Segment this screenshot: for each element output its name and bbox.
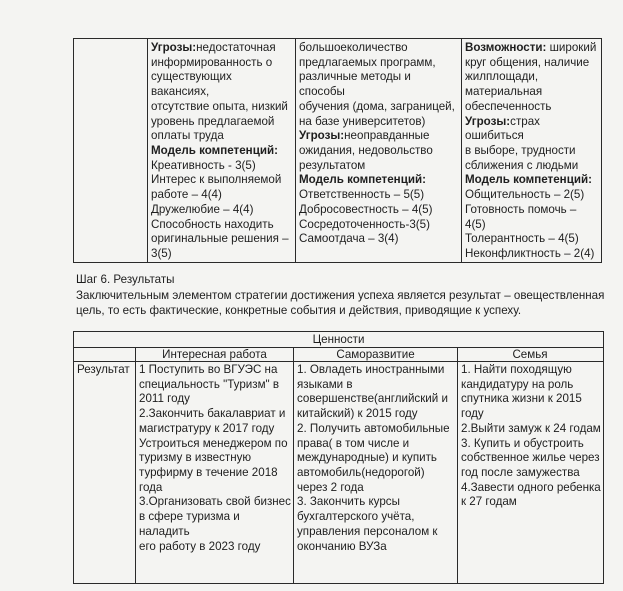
work-column-cell [151, 41, 293, 262]
results-table [73, 331, 604, 584]
cell-text: Сосредоточенность-3(5) [299, 217, 430, 231]
cell-line: совершенстве(английский и [297, 392, 448, 406]
column-divider [461, 39, 462, 262]
cell-line [299, 70, 459, 99]
paragraph-line: Заключительным элементом стратегии достижения успеха является результат – овеществленная [76, 289, 605, 302]
cell-line: кандидатуру на роль [461, 377, 574, 391]
cell-line: его работу в 2023 году [139, 539, 261, 553]
cell-line [465, 173, 599, 188]
cell-text: на базе университетов) [299, 114, 426, 128]
cell-text: Самоотдача – 3(4) [299, 232, 399, 246]
cell-line: специальность "Туризм" в [139, 377, 280, 391]
cell-line: в сфере туризма и наладить [139, 510, 240, 538]
cell-text: обучения (дома, заграницей, [299, 99, 455, 113]
cell-line [299, 232, 459, 247]
cell-line: бухгалтерского учёта, [297, 510, 415, 524]
cell-line [151, 70, 293, 99]
cell-label: Угрозы: [299, 129, 345, 143]
cell-text: 4(5) [465, 217, 486, 231]
cell-line [465, 188, 599, 203]
cell-line [151, 129, 293, 144]
cell-line [299, 115, 459, 130]
cell-text: предлагаемых программ, [299, 55, 436, 69]
cell-label: Модель компетенций: [151, 144, 278, 158]
cell-line: 1. Найти походящую [461, 363, 572, 376]
cell-line: спутника жизни к 2015 [461, 392, 582, 406]
cell-line: года [139, 480, 163, 494]
cell-line [151, 100, 293, 115]
swot-table [73, 38, 602, 263]
cell-text: отсутствие опыта, низкий [151, 99, 288, 113]
cell-line: 1. Овладеть иностранными [297, 363, 445, 376]
cell-text: страх ошибиться [465, 114, 540, 143]
cell-label: Модель компетенций: [299, 173, 426, 187]
cell-line: 2. Получить автомобильные [297, 421, 450, 435]
cell-line [299, 41, 459, 56]
cell-line [151, 232, 293, 247]
cell-line [299, 203, 459, 218]
cell-text: оригинальные решения – [151, 232, 289, 246]
self-development-goals-cell [297, 363, 455, 554]
cell-line: собственное жилье через [461, 451, 600, 465]
cell-line: год после замужества [461, 466, 580, 480]
cell-text: ожидания, недовольство [299, 144, 433, 158]
family-goals-cell [461, 363, 601, 510]
cell-line [299, 159, 459, 174]
cell-text: результатом [299, 158, 366, 172]
cell-line [151, 56, 293, 71]
column-divider [457, 347, 458, 583]
cell-text: Ответственность – 5(5) [299, 188, 425, 202]
cell-line [465, 218, 599, 233]
cell-text: недостаточная [196, 41, 276, 54]
cell-line [299, 188, 459, 203]
cell-line [465, 70, 599, 85]
self-development-column-cell [299, 41, 459, 247]
cell-label: Возможности: [465, 41, 547, 54]
cell-text: уровень предлагаемой [151, 114, 275, 128]
cell-line [151, 218, 293, 233]
cell-text: 3(5) [151, 247, 172, 261]
cell-text: работе – 4(4) [151, 188, 222, 202]
cell-text: жилплощади, [465, 70, 539, 84]
cell-line: 4.Завести одного ребенка [461, 480, 601, 494]
cell-line: языками в [297, 377, 353, 391]
cell-line: 3. Купить и обустроить [461, 436, 584, 450]
cell-text: обеспеченность [465, 99, 552, 113]
cell-line [465, 203, 599, 218]
values-header: Ценности [312, 333, 365, 346]
work-goals-cell [139, 363, 291, 554]
cell-line: 2011 году [139, 392, 190, 406]
step-heading: Шаг 6. Результаты [76, 273, 175, 286]
cell-line [465, 232, 599, 247]
cell-text: Неконфликтность – 2(4) [465, 247, 595, 261]
cell-line [151, 247, 293, 262]
cell-line: 3. Закончить курсы [297, 495, 400, 509]
paragraph-line: цель, то есть фактические, конкретные события и действия, приводящие к успеху. [76, 304, 522, 317]
column-divider [147, 39, 148, 262]
cell-line [299, 56, 459, 71]
cell-line [151, 115, 293, 130]
cell-line: году [461, 407, 484, 421]
cell-line: права( в том числе и [297, 436, 410, 450]
cell-text: Общительность – 2(5) [465, 188, 585, 202]
cell-line [151, 203, 293, 218]
cell-label: Угрозы: [151, 41, 197, 54]
cell-line [465, 144, 599, 159]
cell-text: круг общения, наличие [465, 55, 590, 69]
cell-line: 2.Выйти замуж к 24 годам [461, 421, 601, 435]
cell-text: в выборе, трудности [465, 144, 576, 158]
cell-line [299, 129, 459, 144]
cell-line [465, 115, 599, 144]
cell-text: широкий [546, 41, 597, 54]
cell-text: Добросовестность – 4(5) [299, 202, 433, 216]
cell-text: Готовность помочь – [465, 202, 577, 216]
cell-text: существующих вакансиях, [151, 70, 232, 99]
cell-label: Модель компетенций: [465, 173, 592, 187]
column-header-family: Семья [512, 348, 548, 361]
cell-line [465, 159, 599, 174]
cell-line: через 2 года [297, 480, 364, 494]
cell-line [299, 144, 459, 159]
cell-text: Толерантность – 4(5) [465, 232, 579, 246]
cell-line: к 27 годам [461, 495, 517, 509]
cell-line [299, 100, 459, 115]
cell-line [151, 173, 293, 188]
cell-line: 2.Закончить бакалавриат и [139, 407, 286, 421]
cell-line [299, 218, 459, 233]
cell-line [299, 173, 459, 188]
column-header-work: Интересная работа [162, 348, 267, 361]
cell-text: Креативность - 3(5) [151, 158, 256, 172]
cell-line: международные) и купить [297, 451, 437, 465]
cell-line: китайский) к 2015 году [297, 407, 418, 421]
cell-line [465, 85, 599, 100]
column-divider [135, 347, 136, 583]
cell-line: магистратуру к 2017 году [139, 421, 275, 435]
cell-text: материальная [465, 85, 543, 99]
column-divider [293, 347, 294, 583]
row-label: Результат [77, 363, 130, 376]
cell-line [465, 56, 599, 71]
cell-text: Дружелюбие – 4(4) [151, 202, 254, 216]
cell-line: 3.Организовать свой бизнес [139, 495, 291, 509]
cell-line: автомобиль(недорогой) [297, 466, 425, 480]
cell-line: окончанию ВУЗа [297, 539, 387, 553]
column-header-self-development: Саморазвитие [336, 348, 415, 361]
cell-line [465, 100, 599, 115]
cell-line [151, 41, 293, 56]
family-column-cell [465, 41, 599, 262]
cell-line: управления персоналом к [297, 524, 438, 538]
cell-text: оплаты труда [151, 129, 224, 143]
cell-text: информированность о [151, 55, 273, 69]
cell-text: большоеколичество [299, 41, 408, 54]
cell-line: Устроиться менеджером по [139, 436, 288, 450]
cell-line [151, 188, 293, 203]
cell-line: турфирму в течение 2018 [139, 466, 278, 480]
cell-line: 1 Поступить во ВГУЭС на [139, 363, 278, 376]
cell-text: неоправданные [344, 129, 430, 143]
cell-line [465, 247, 599, 262]
cell-text: сближения с людьми [465, 158, 579, 172]
cell-text: Способность находить [151, 217, 274, 231]
cell-line: туризму в известную [139, 451, 252, 465]
cell-label: Угрозы: [465, 114, 511, 128]
cell-line [151, 144, 293, 159]
cell-line [465, 41, 599, 56]
cell-text: Интерес к выполняемой [151, 173, 282, 187]
cell-text: различные методы и способы [299, 70, 411, 99]
column-divider [295, 39, 296, 262]
cell-line [151, 159, 293, 174]
